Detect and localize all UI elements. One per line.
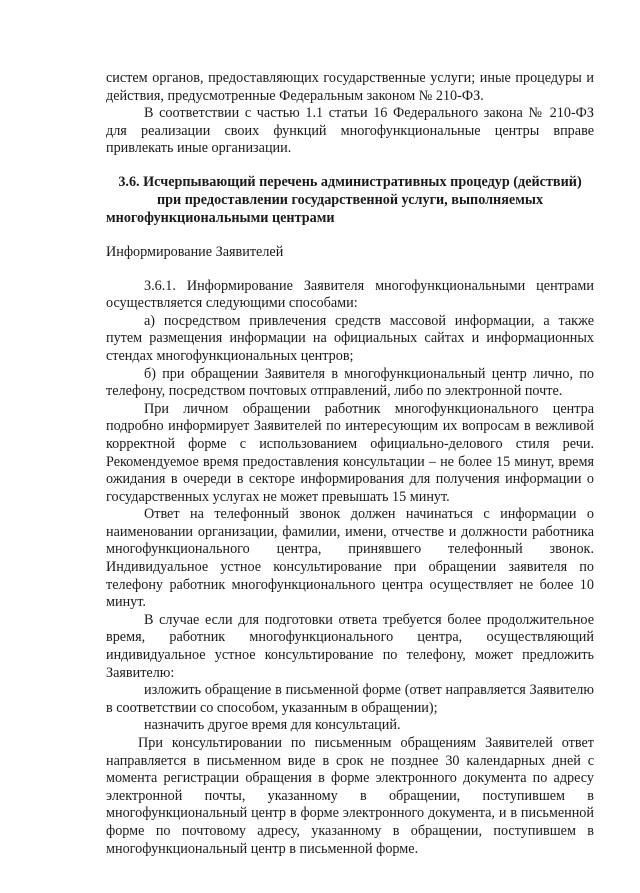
intro-paragraph-1: систем органов, предоставляющих государственные услуги; иные процедуры и действия, предусмотренные Федеральным законом № 210-ФЗ. xyxy=(106,70,594,104)
paragraph-option-reschedule: назначить другое время для консультаций. xyxy=(144,717,401,734)
paragraph-phone-call: Ответ на телефонный звонок должен начинаться с информации о наименовании организации, фамилии, имени, отчестве и должности работника многофункционального центра, принявшего телефонный звонок. Индивидуальное устное консультирование при обращении заявителя по телефону работник многофункционального центра осуществляет не более 10 минут. xyxy=(106,506,594,611)
section-heading: 3.6. Исчерпывающий перечень административных процедур (действий) при предоставлении государственной услуги, выполняемых многофункциональными центрами xyxy=(106,173,582,226)
paragraph-personal-visit: При личном обращении работник многофункционального центра подробно информирует Заявителей по интересующим их вопросам в вежливой корректной форме с использованием официально-делового стиля речи. Рекомендуемое время предоставления консультации – не более 15 минут, время ожидания в очереди в секторе информирования для получения информации о государственных услугах не может превышать 15 минут. xyxy=(106,400,594,505)
paragraph-item-a: а) посредством привлечения средств массовой информации, а также путем размещения информации на официальных сайтах и информационных стендах многофункциональных центров; xyxy=(106,312,594,364)
intro-paragraph-2: В соответствии с частью 1.1 статьи 16 Федерального закона № 210-ФЗ для реализации своих функций многофункциональные центры вправе привлекать иные организации. xyxy=(106,105,594,157)
paragraph-3-6-1: 3.6.1. Информирование Заявителя многофункциональными центрами осуществляется следующими способами: xyxy=(106,277,594,312)
paragraph-written-requests: При консультировании по письменным обращениям Заявителей ответ направляется в письменном виде в срок не позднее 30 календарных дней с момента регистрации обращения в форме электронного документа по адресу электронной почты, указанному в обращении, поступившем в многофункциональный центр в форме электронного документа, и в письменной форме по почтовому адресу, указанному в обращении, поступившем в многофункциональный центр в письменной форме. xyxy=(106,735,594,857)
subsection-heading: Информирование Заявителей xyxy=(106,243,284,260)
paragraph-item-b: б) при обращении Заявителя в многофункциональный центр лично, по телефону, посредством почтовых отправлений, либо по электронной почте. xyxy=(106,365,594,400)
paragraph-longer-time: В случае если для подготовки ответа требуется более продолжительное время, работник многофункционального центра, осуществляющий индивидуальное устное консультирование по телефону, может предложить Заявителю: xyxy=(106,611,594,681)
paragraph-option-written: изложить обращение в письменной форме (ответ направляется Заявителю в соответствии со способом, указанным в обращении); xyxy=(106,682,594,716)
document-page xyxy=(106,70,594,858)
